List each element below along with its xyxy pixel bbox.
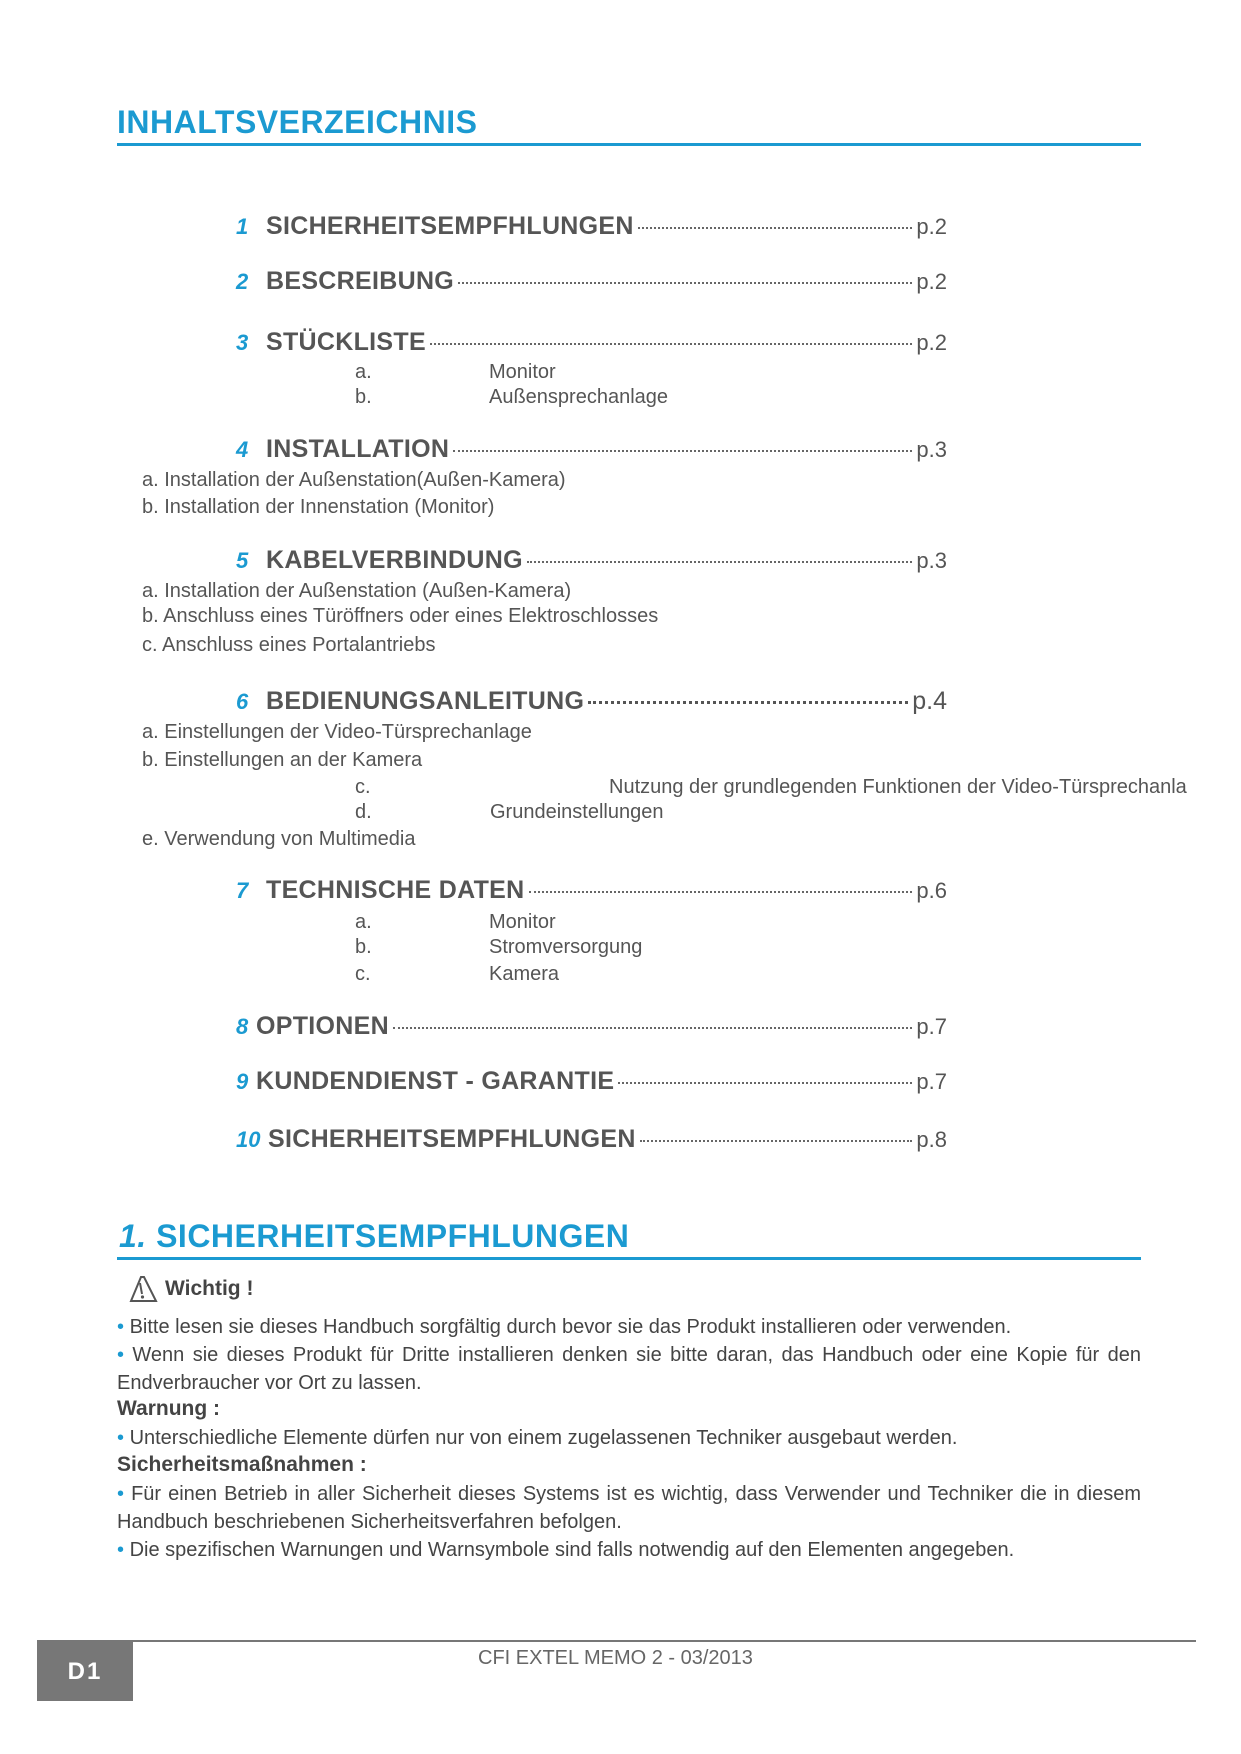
toc-sub-text: Grundeinstellungen (490, 801, 664, 823)
toc-leader (640, 1140, 913, 1142)
section-heading (119, 1218, 629, 1255)
toc-leader (393, 1027, 912, 1029)
footer-rule (37, 1640, 1196, 1642)
toc-sub-letter: c. (355, 776, 371, 798)
title-underline (117, 143, 1141, 146)
toc-number: 5 (236, 548, 249, 573)
bullet-dot: • (117, 1344, 133, 1366)
safety-label: Sicherheitsmaßnahmen : (117, 1453, 367, 1476)
toc-sub-text: Kamera (489, 963, 560, 985)
bullet-dot: • (117, 1483, 132, 1505)
toc-sub-text: Nutzung der grundlegenden Funktionen der Video-Türsprechanla (609, 776, 1187, 798)
toc-entry[interactable] (236, 435, 947, 469)
toc-sub-letter: a. (355, 361, 372, 383)
page-title: INHALTSVERZEICHNIS (117, 104, 478, 140)
toc-page: p.2 (916, 330, 947, 355)
toc-page: p.8 (916, 1127, 947, 1152)
toc-leader (527, 561, 913, 563)
toc-page: p.2 (916, 269, 947, 294)
toc-sub-item: b. Anschluss eines Türöffners oder eines Elektroschlosses (142, 605, 659, 627)
toc-number: 9 (236, 1069, 249, 1094)
toc-sub-item: a. Installation der Außenstation(Außen-Kamera) (142, 469, 566, 491)
toc-page: p.3 (916, 548, 947, 573)
toc-title: TECHNISCHE DATEN (266, 876, 525, 904)
bullet-item: • Bitte lesen sie dieses Handbuch sorgfältig durch bevor sie das Produkt installieren oder verwenden. (117, 1316, 1012, 1338)
toc-sub-item: e. Verwendung von Multimedia (142, 828, 416, 850)
toc-title: KUNDENDIENST - GARANTIE (256, 1067, 615, 1095)
bullet-item: • Die spezifischen Warnungen und Warnsymbole sind falls notwendig auf den Elementen angegeben. (117, 1539, 1015, 1561)
toc-number: 10 (236, 1127, 261, 1152)
toc-entry[interactable] (236, 546, 947, 580)
footer-page-box (37, 1642, 133, 1701)
footer-doc-ref: CFI EXTEL MEMO 2 - 03/2013 (478, 1647, 753, 1669)
toc-title: STÜCKLISTE (266, 328, 426, 356)
toc-leader (430, 343, 912, 345)
toc-title: OPTIONEN (256, 1012, 389, 1040)
toc-sub-text: Außensprechanlage (489, 386, 669, 408)
toc-leader (453, 450, 912, 452)
toc-leader (529, 891, 913, 893)
bullet-dot: • (117, 1539, 130, 1561)
toc-number: 1 (236, 214, 249, 239)
toc-sub-item: a. Installation der Außenstation (Außen-Kamera) (142, 580, 572, 602)
toc-title: KABELVERBINDUNG (266, 546, 523, 574)
toc-title: BEDIENUNGSANLEITUNG (266, 687, 585, 715)
toc-entry[interactable] (236, 1012, 947, 1046)
toc-entry[interactable] (236, 1067, 947, 1101)
warning-triangle-icon (127, 1273, 159, 1305)
toc-leader (458, 282, 912, 284)
toc-entry[interactable] (236, 1125, 947, 1159)
section-title: SICHERHEITSEMPFHLUNGEN (156, 1218, 630, 1254)
toc-sub-text: Stromversorgung (489, 936, 643, 958)
toc-leader (638, 227, 913, 229)
toc-sub-letter: a. (355, 911, 372, 933)
bullet-item: • Wenn sie dieses Produkt für Dritte installieren denken sie bitte daran, das Handbuch oder eine Kopie für den Endverbraucher vor Ort zu lassen. (117, 1344, 1141, 1394)
toc-entry[interactable] (236, 687, 947, 721)
toc-page: p.4 (912, 687, 947, 715)
toc-number: 7 (236, 878, 249, 903)
toc-sub-item: b. Einstellungen an der Kamera (142, 749, 423, 771)
toc-number: 2 (236, 269, 249, 294)
toc-sub-item: c. Anschluss eines Portalantriebs (142, 634, 436, 656)
toc-entry[interactable] (236, 267, 947, 301)
toc-number: 4 (236, 437, 249, 462)
toc-title: BESCREIBUNG (266, 267, 455, 295)
toc-page: p.6 (916, 878, 947, 903)
toc-sub-letter: c. (355, 963, 371, 985)
toc-title: SICHERHEITSEMPFHLUNGEN (268, 1125, 636, 1153)
toc-sub-text: Monitor (489, 911, 556, 933)
toc-sub-item: b. Installation der Innenstation (Monitor) (142, 496, 495, 518)
toc-number: 8 (236, 1014, 249, 1039)
important-row (127, 1273, 253, 1305)
toc-entry[interactable] (236, 876, 947, 910)
bullet-item: • Für einen Betrieb in aller Sicherheit dieses Systems ist es wichtig, dass Verwender und Techniker die in diesem Handbuch beschriebenen Sicherheitsverfahren befolgen. (117, 1483, 1142, 1533)
bullet-dot: • (117, 1427, 130, 1449)
toc-sub-item: a. Einstellungen der Video-Türsprechanlage (142, 721, 532, 743)
section-underline (117, 1257, 1141, 1260)
toc-page: p.2 (916, 214, 947, 239)
section-number: 1. (119, 1218, 147, 1254)
toc-leader (618, 1082, 912, 1084)
important-label: Wichtig ! (165, 1277, 254, 1300)
bullet-dot: • (117, 1316, 130, 1338)
footer-page-label: D1 (67, 1657, 103, 1685)
toc-title: SICHERHEITSEMPFHLUNGEN (266, 212, 634, 240)
toc-number: 6 (236, 689, 249, 714)
toc-sub-letter: b. (355, 936, 372, 958)
toc-title: INSTALLATION (266, 435, 450, 463)
toc-page: p.7 (916, 1069, 947, 1094)
toc-sub-letter: b. (355, 386, 372, 408)
toc-page: p.7 (916, 1014, 947, 1039)
toc-page: p.3 (916, 437, 947, 462)
bullet-item: • Unterschiedliche Elemente dürfen nur von einem zugelassenen Techniker ausgebaut werden. (117, 1427, 958, 1449)
toc-number: 3 (236, 330, 249, 355)
toc-sub-text: Monitor (489, 361, 556, 383)
toc-entry[interactable] (236, 212, 947, 246)
toc-leader (588, 701, 908, 704)
warning-label: Warnung : (117, 1397, 221, 1420)
toc-sub-letter: d. (355, 801, 372, 823)
toc-entry[interactable] (236, 328, 947, 362)
